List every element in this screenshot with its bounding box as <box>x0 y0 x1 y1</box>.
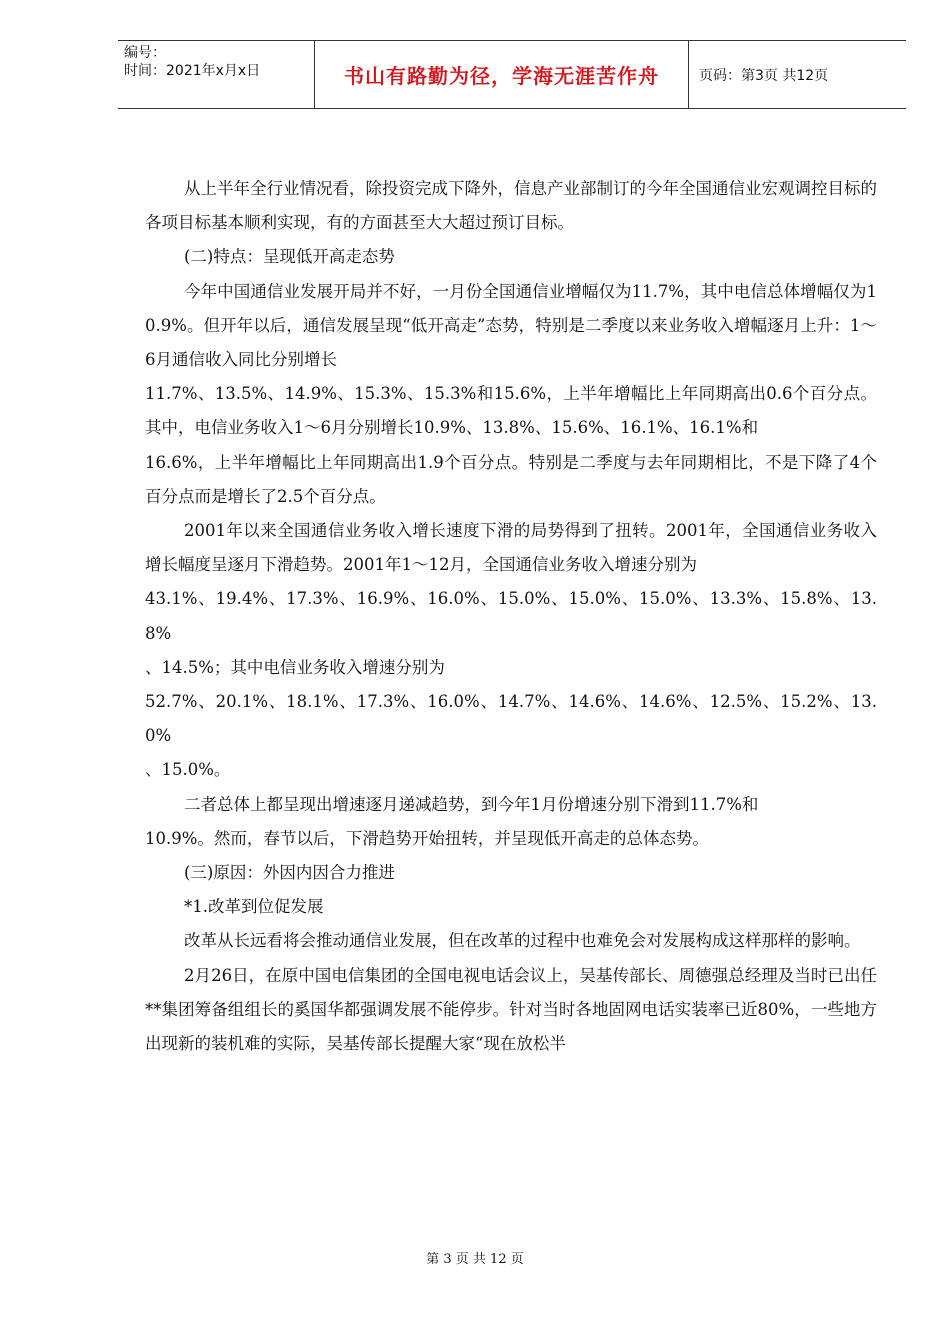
page-header <box>118 40 906 109</box>
body-paragraph: 2月26日，在原中国电信集团的全国电视电话会议上，吴基传部长、周德强总经理及当时已出任**集团筹备组组长的奚国华都强调发展不能停步。针对当时各地固网电话实装率已近80%，一些地方出现新的装机难的实际，吴基传部长提醒大家“现在放松半 <box>145 965 877 1054</box>
body-paragraph: 从上半年全行业情况看，除投资完成下降外，信息产业部制订的今年全国通信业宏观调控目标的各项目标基本顺利实现，有的方面甚至大大超过预订目标。 <box>145 179 877 233</box>
body-paragraph: *1.改革到位促发展 <box>184 897 324 917</box>
body-paragraph: 、15.0%。 <box>145 760 231 780</box>
page-footer: 第 3 页 共 12 页 <box>426 1252 524 1267</box>
document-number-label: 编号： <box>124 45 166 61</box>
document-time-label: 时间：2021年x月x日 <box>124 63 261 79</box>
body-paragraph: 43.1%、19.4%、17.3%、16.9%、16.0%、15.0%、15.0%、15.0%、13.3%、15.8%、13.8% <box>145 589 877 643</box>
body-paragraph: (三)原因：外因内因合力推进 <box>184 863 395 883</box>
header-meta-cell <box>118 41 315 108</box>
header-page-info: 页码：第3页 共12页 <box>699 67 829 84</box>
body-paragraph: 2001年以来全国通信业务收入增长速度下滑的局势得到了扭转。2001年，全国通信业务收入增长幅度呈逐月下滑趋势。2001年1～12月，全国通信业务收入增速分别为 <box>145 521 877 575</box>
body-paragraph: (二)特点：呈现低开高走态势 <box>184 247 395 267</box>
body-paragraph: 今年中国通信业发展开局并不好，一月份全国通信业增幅仅为11.7%，其中电信总体增幅仅为10.9%。但开年以后，通信发展呈现“低开高走”态势，特别是二季度以来业务收入增幅逐月上升：1～6月通信收入同比分别增长 <box>145 281 877 370</box>
body-paragraph: 二者总体上都呈现出增速逐月递减趋势，到今年1月份增速分别下滑到11.7%和 <box>184 794 759 814</box>
header-motto-cell <box>315 41 689 108</box>
body-paragraph: 52.7%、20.1%、18.1%、17.3%、16.0%、14.7%、14.6%、14.6%、12.5%、15.2%、13.0% <box>145 692 877 746</box>
body-paragraph: 、14.5%；其中电信业务收入增速分别为 <box>145 657 445 677</box>
document-body <box>145 172 877 1061</box>
body-paragraph: 11.7%、13.5%、14.9%、15.3%、15.3%和15.6%，上半年增幅比上年同期高出0.6个百分点。其中，电信业务收入1～6月分别增长10.9%、13.8%、15.6%、16.1%、16.1%和 <box>145 384 877 438</box>
body-paragraph: 10.9%。然而，春节以后，下滑趋势开始扭转，并呈现低开高走的总体态势。 <box>145 828 709 848</box>
body-paragraph: 改革从长远看将会推动通信业发展，但在改革的过程中也难免会对发展构成这样那样的影响。 <box>184 931 861 951</box>
body-paragraph: 16.6%，上半年增幅比上年同期高出1.9个百分点。特别是二季度与去年同期相比，不是下降了4个百分点而是增长了2.5个百分点。 <box>145 452 877 506</box>
header-motto: 书山有路勤为径，学海无涯苦作舟 <box>344 64 659 88</box>
header-page-cell <box>689 41 906 108</box>
